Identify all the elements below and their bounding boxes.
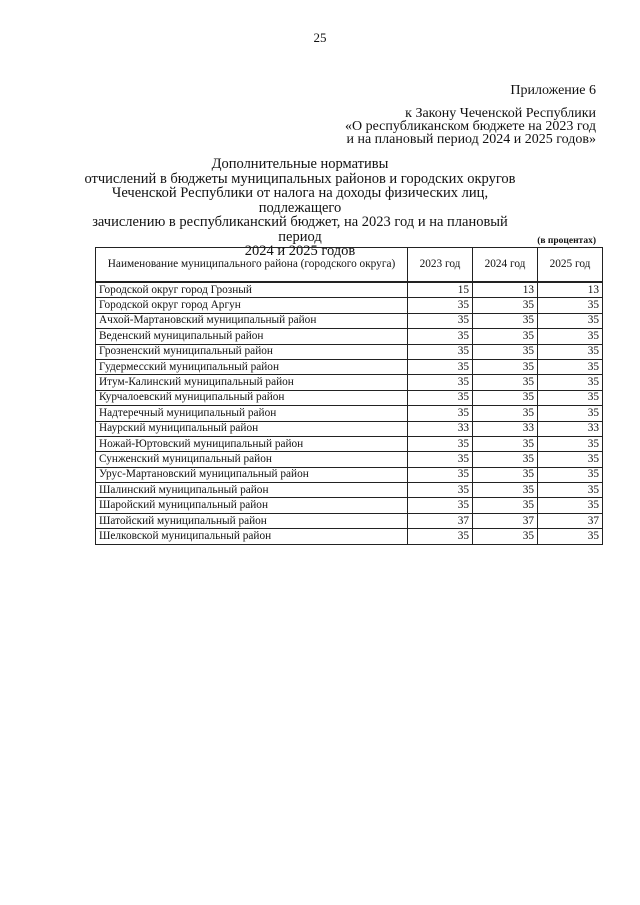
value-2024-cell: 37 (473, 513, 538, 528)
table-row (96, 513, 603, 528)
value-2025-cell: 35 (538, 313, 603, 328)
value-2025-cell: 35 (538, 498, 603, 513)
table-row (96, 375, 603, 390)
value-2024-cell: 35 (473, 298, 538, 313)
district-name-cell: Веденский муниципальный район (96, 329, 408, 344)
table-row (96, 452, 603, 467)
value-2023-cell: 35 (408, 467, 473, 482)
appendix-title: Приложение 6 (510, 83, 596, 98)
page-number: 25 (313, 30, 327, 45)
value-2023-cell: 35 (408, 452, 473, 467)
appendix-line: и на плановый период 2024 и 2025 годов» (346, 132, 596, 147)
value-2024-cell: 33 (473, 421, 538, 436)
value-2024-cell: 13 (473, 282, 538, 298)
value-2025-cell: 35 (538, 467, 603, 482)
value-2025-cell: 37 (538, 513, 603, 528)
value-2025-cell: 33 (538, 421, 603, 436)
value-2025-cell: 35 (538, 436, 603, 451)
value-2025-cell: 35 (538, 298, 603, 313)
header-2024: 2024 год (473, 248, 538, 283)
value-2024-cell: 35 (473, 329, 538, 344)
district-name-cell: Урус-Мартановский муниципальный район (96, 467, 408, 482)
district-name-cell: Наурский муниципальный район (96, 421, 408, 436)
value-2025-cell: 35 (538, 483, 603, 498)
value-2024-cell: 35 (473, 483, 538, 498)
heading-line: зачислению в республиканский бюджет, на 2023 год и на плановый период (92, 214, 508, 245)
table-row (96, 329, 603, 344)
appendix-line: «О республиканском бюджете на 2023 год (345, 119, 596, 134)
value-2025-cell: 35 (538, 375, 603, 390)
value-2023-cell: 35 (408, 390, 473, 405)
table-row (96, 467, 603, 482)
heading-line: Чеченской Республики от налога на доходы физических лиц, подлежащего (111, 185, 489, 216)
heading-line: Дополнительные нормативы (211, 156, 389, 172)
value-2023-cell: 37 (408, 513, 473, 528)
value-2025-cell: 35 (538, 390, 603, 405)
value-2024-cell: 35 (473, 529, 538, 544)
value-2025-cell: 35 (538, 329, 603, 344)
district-name-cell: Городской округ город Грозный (96, 282, 408, 298)
value-2025-cell: 35 (538, 406, 603, 421)
district-name-cell: Городской округ город Аргун (96, 298, 408, 313)
value-2024-cell: 35 (473, 436, 538, 451)
table-header-row (96, 248, 603, 283)
district-name-cell: Сунженский муниципальный район (96, 452, 408, 467)
unit-note: (в процентах) (537, 236, 596, 246)
appendix-line: к Закону Чеченской Республики (405, 106, 596, 121)
table-row (96, 390, 603, 405)
value-2023-cell: 35 (408, 375, 473, 390)
value-2024-cell: 35 (473, 467, 538, 482)
value-2023-cell: 35 (408, 529, 473, 544)
value-2025-cell: 13 (538, 282, 603, 298)
table-row (96, 436, 603, 451)
heading-line: 2024 и 2025 годов (244, 243, 356, 259)
table-body (96, 282, 603, 544)
value-2023-cell: 35 (408, 498, 473, 513)
table-row (96, 529, 603, 544)
value-2023-cell: 35 (408, 298, 473, 313)
value-2024-cell: 35 (473, 406, 538, 421)
table-row (96, 282, 603, 298)
district-name-cell: Надтеречный муниципальный район (96, 406, 408, 421)
district-name-cell: Итум-Калинский муниципальный район (96, 375, 408, 390)
value-2023-cell: 15 (408, 282, 473, 298)
table-row (96, 298, 603, 313)
table-row (96, 313, 603, 328)
value-2024-cell: 35 (473, 344, 538, 359)
value-2024-cell: 35 (473, 313, 538, 328)
value-2023-cell: 35 (408, 436, 473, 451)
table-row (96, 359, 603, 374)
value-2023-cell: 35 (408, 344, 473, 359)
document-heading (80, 157, 520, 259)
header-district: Наименование муниципального района (городского округа) (96, 248, 408, 283)
district-name-cell: Грозненский муниципальный район (96, 344, 408, 359)
district-name-cell: Гудермесский муниципальный район (96, 359, 408, 374)
value-2024-cell: 35 (473, 390, 538, 405)
value-2024-cell: 35 (473, 452, 538, 467)
district-name-cell: Шаройский муниципальный район (96, 498, 408, 513)
value-2025-cell: 35 (538, 359, 603, 374)
value-2024-cell: 35 (473, 359, 538, 374)
value-2023-cell: 35 (408, 359, 473, 374)
district-name-cell: Ачхой-Мартановский муниципальный район (96, 313, 408, 328)
district-name-cell: Ножай-Юртовский муниципальный район (96, 436, 408, 451)
value-2025-cell: 35 (538, 452, 603, 467)
table-row (96, 406, 603, 421)
table-row (96, 483, 603, 498)
heading-line: отчислений в бюджеты муниципальных районов и городских округов (84, 170, 516, 187)
value-2023-cell: 35 (408, 483, 473, 498)
header-2025: 2025 год (538, 248, 603, 283)
appendix-block (345, 84, 596, 146)
table-row (96, 344, 603, 359)
value-2023-cell: 35 (408, 406, 473, 421)
value-2024-cell: 35 (473, 375, 538, 390)
value-2023-cell: 33 (408, 421, 473, 436)
district-name-cell: Шелковской муниципальный район (96, 529, 408, 544)
value-2025-cell: 35 (538, 529, 603, 544)
district-name-cell: Курчалоевский муниципальный район (96, 390, 408, 405)
district-name-cell: Шалинский муниципальный район (96, 483, 408, 498)
table-row (96, 421, 603, 436)
table-row (96, 498, 603, 513)
value-2023-cell: 35 (408, 313, 473, 328)
value-2025-cell: 35 (538, 344, 603, 359)
value-2024-cell: 35 (473, 498, 538, 513)
district-name-cell: Шатойский муниципальный район (96, 513, 408, 528)
norms-table (95, 247, 603, 545)
value-2023-cell: 35 (408, 329, 473, 344)
header-2023: 2023 год (408, 248, 473, 283)
